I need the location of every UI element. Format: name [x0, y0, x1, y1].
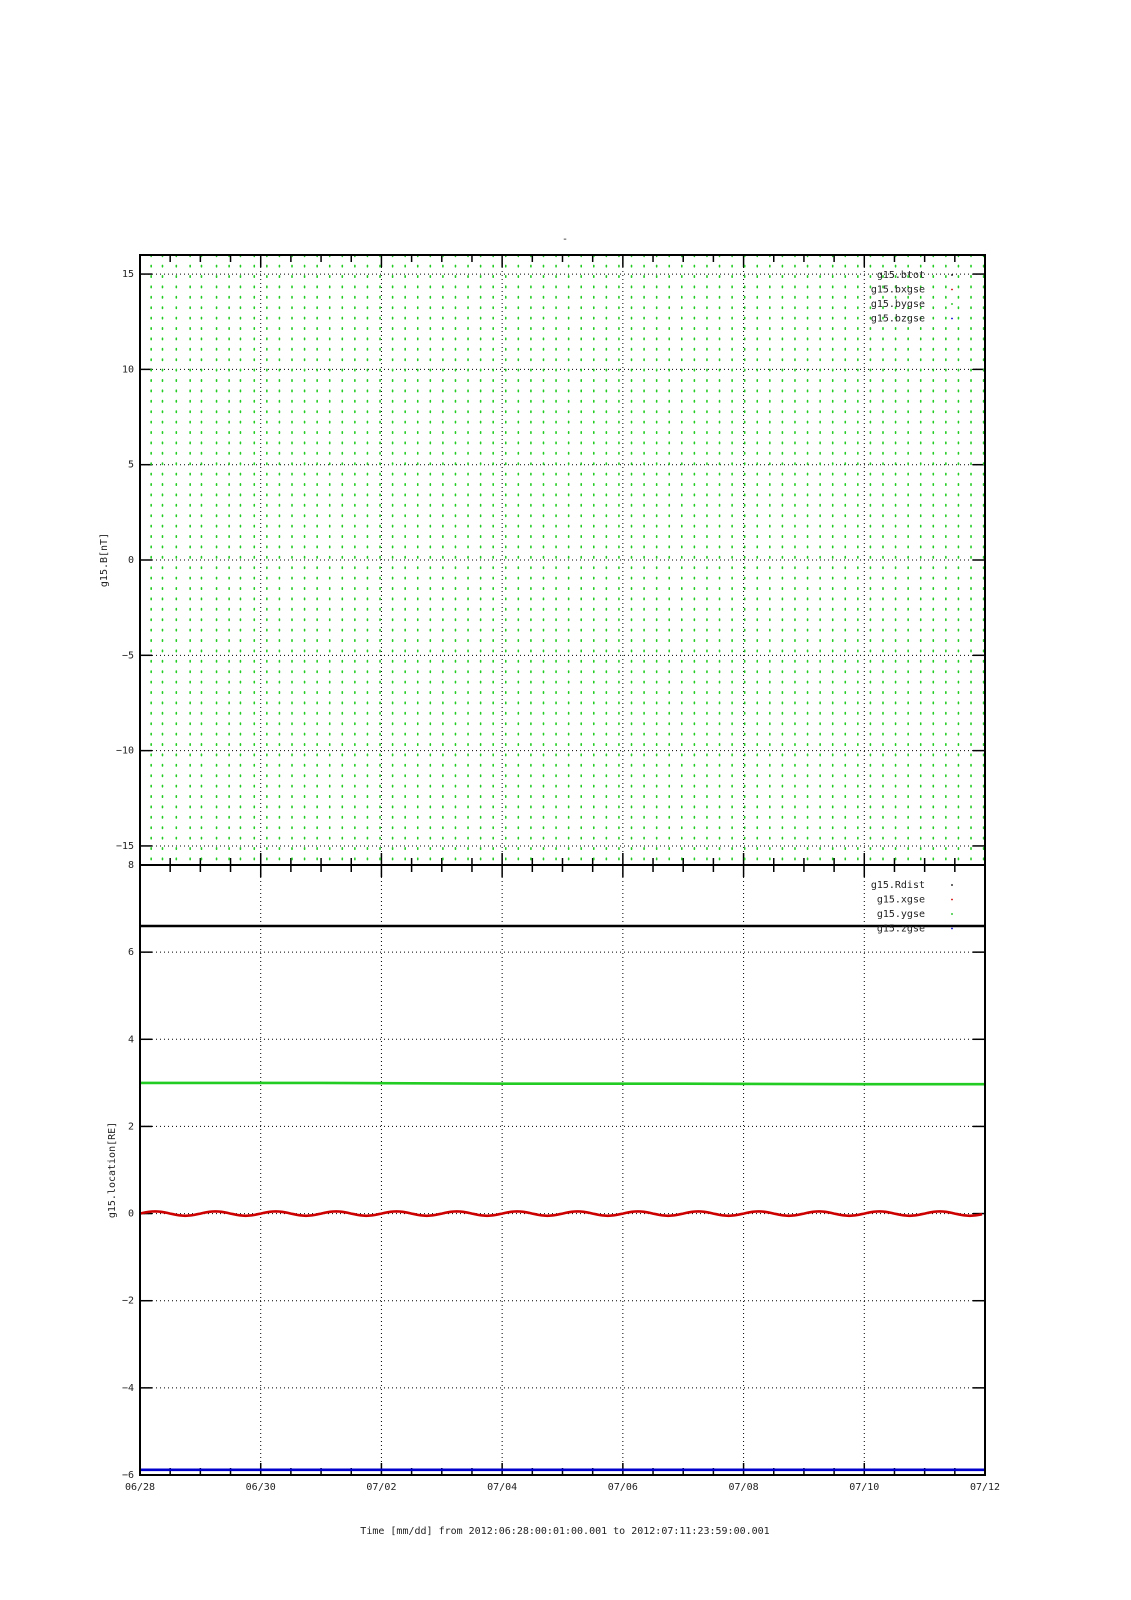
bottom-grid	[140, 865, 985, 1475]
bottom-y-tick-label: −6	[121, 1470, 134, 1481]
series-g15-ygse	[140, 1083, 985, 1084]
bottom-y-tick-label: 4	[127, 1034, 134, 1046]
top-legend-label: g15.bzgse	[870, 313, 925, 325]
bottom-x-ticks	[125, 1482, 1000, 1493]
x-tick-label: 07/12	[969, 1482, 1001, 1493]
page-title: -	[561, 234, 569, 245]
top-y-tick-label: 5	[127, 459, 134, 471]
bottom-y-tick-label: −4	[121, 1382, 134, 1394]
bottom-y-ticks	[122, 860, 134, 1481]
top-y-axis-label: g15.B[nT]	[99, 532, 110, 588]
x-tick-label: 07/10	[849, 1482, 880, 1493]
bottom-y-tick-label: 8	[127, 860, 134, 871]
bottom-y-axis-label: g15.location[RE]	[107, 1121, 118, 1219]
bottom-legend-label: g15.ygse	[876, 909, 925, 920]
top-y-tick-label: −10	[115, 745, 134, 757]
top-y-tick-label: 10	[121, 364, 134, 376]
bottom-legend-marker	[951, 899, 953, 901]
top-y-tick-label: −15	[115, 840, 134, 852]
bottom-legend-label: g15.zgse	[876, 923, 925, 935]
bottom-series	[140, 923, 985, 1470]
x-tick-label: 07/02	[366, 1482, 397, 1493]
top-legend-marker	[951, 289, 953, 291]
bottom-y-tick-label: 6	[127, 947, 134, 959]
top-legend-label: g15.btot	[876, 270, 925, 281]
bottom-legend-marker	[951, 884, 953, 886]
bottom-legend-label: g15.Rdist	[870, 880, 925, 891]
bottom-frame	[140, 865, 985, 1475]
x-tick-label: 07/08	[728, 1482, 759, 1493]
top-y-ticks	[116, 269, 134, 852]
bottom-y-tick-label: 0	[127, 1208, 134, 1220]
x-axis-label: Time [mm/dd] from 2012:06:28:00:01:00.001 to 2012:07:11:23:59:00.001	[360, 1526, 770, 1537]
bottom-y-tick-label: −2	[121, 1295, 134, 1307]
series-g15-xgse	[140, 1211, 982, 1215]
bottom-y-tick-label: 2	[127, 1121, 134, 1133]
bottom-legend-marker	[951, 928, 953, 930]
top-legend-marker	[951, 318, 953, 320]
top-y-tick-label: 0	[127, 555, 134, 566]
top-legend-marker	[951, 303, 953, 305]
top-legend-label: g15.bygse	[870, 299, 925, 310]
top-y-tick-label: −5	[121, 650, 134, 662]
x-tick-label: 07/06	[607, 1482, 638, 1493]
top-legend-label: g15.bxgse	[870, 284, 925, 296]
top-frame	[140, 255, 985, 865]
top-grid	[140, 255, 985, 865]
location-panel	[107, 860, 1000, 1537]
top-y-tick-label: 15	[121, 269, 134, 281]
x-tick-label: 07/04	[487, 1482, 518, 1493]
x-tick-label: 06/28	[124, 1482, 156, 1493]
bottom-legend-label: g15.xgse	[876, 894, 925, 906]
top-legend-marker	[951, 274, 953, 276]
x-tick-label: 06/30	[245, 1482, 276, 1493]
magnetic-field-panel	[99, 255, 985, 865]
bottom-legend-marker	[951, 913, 953, 915]
